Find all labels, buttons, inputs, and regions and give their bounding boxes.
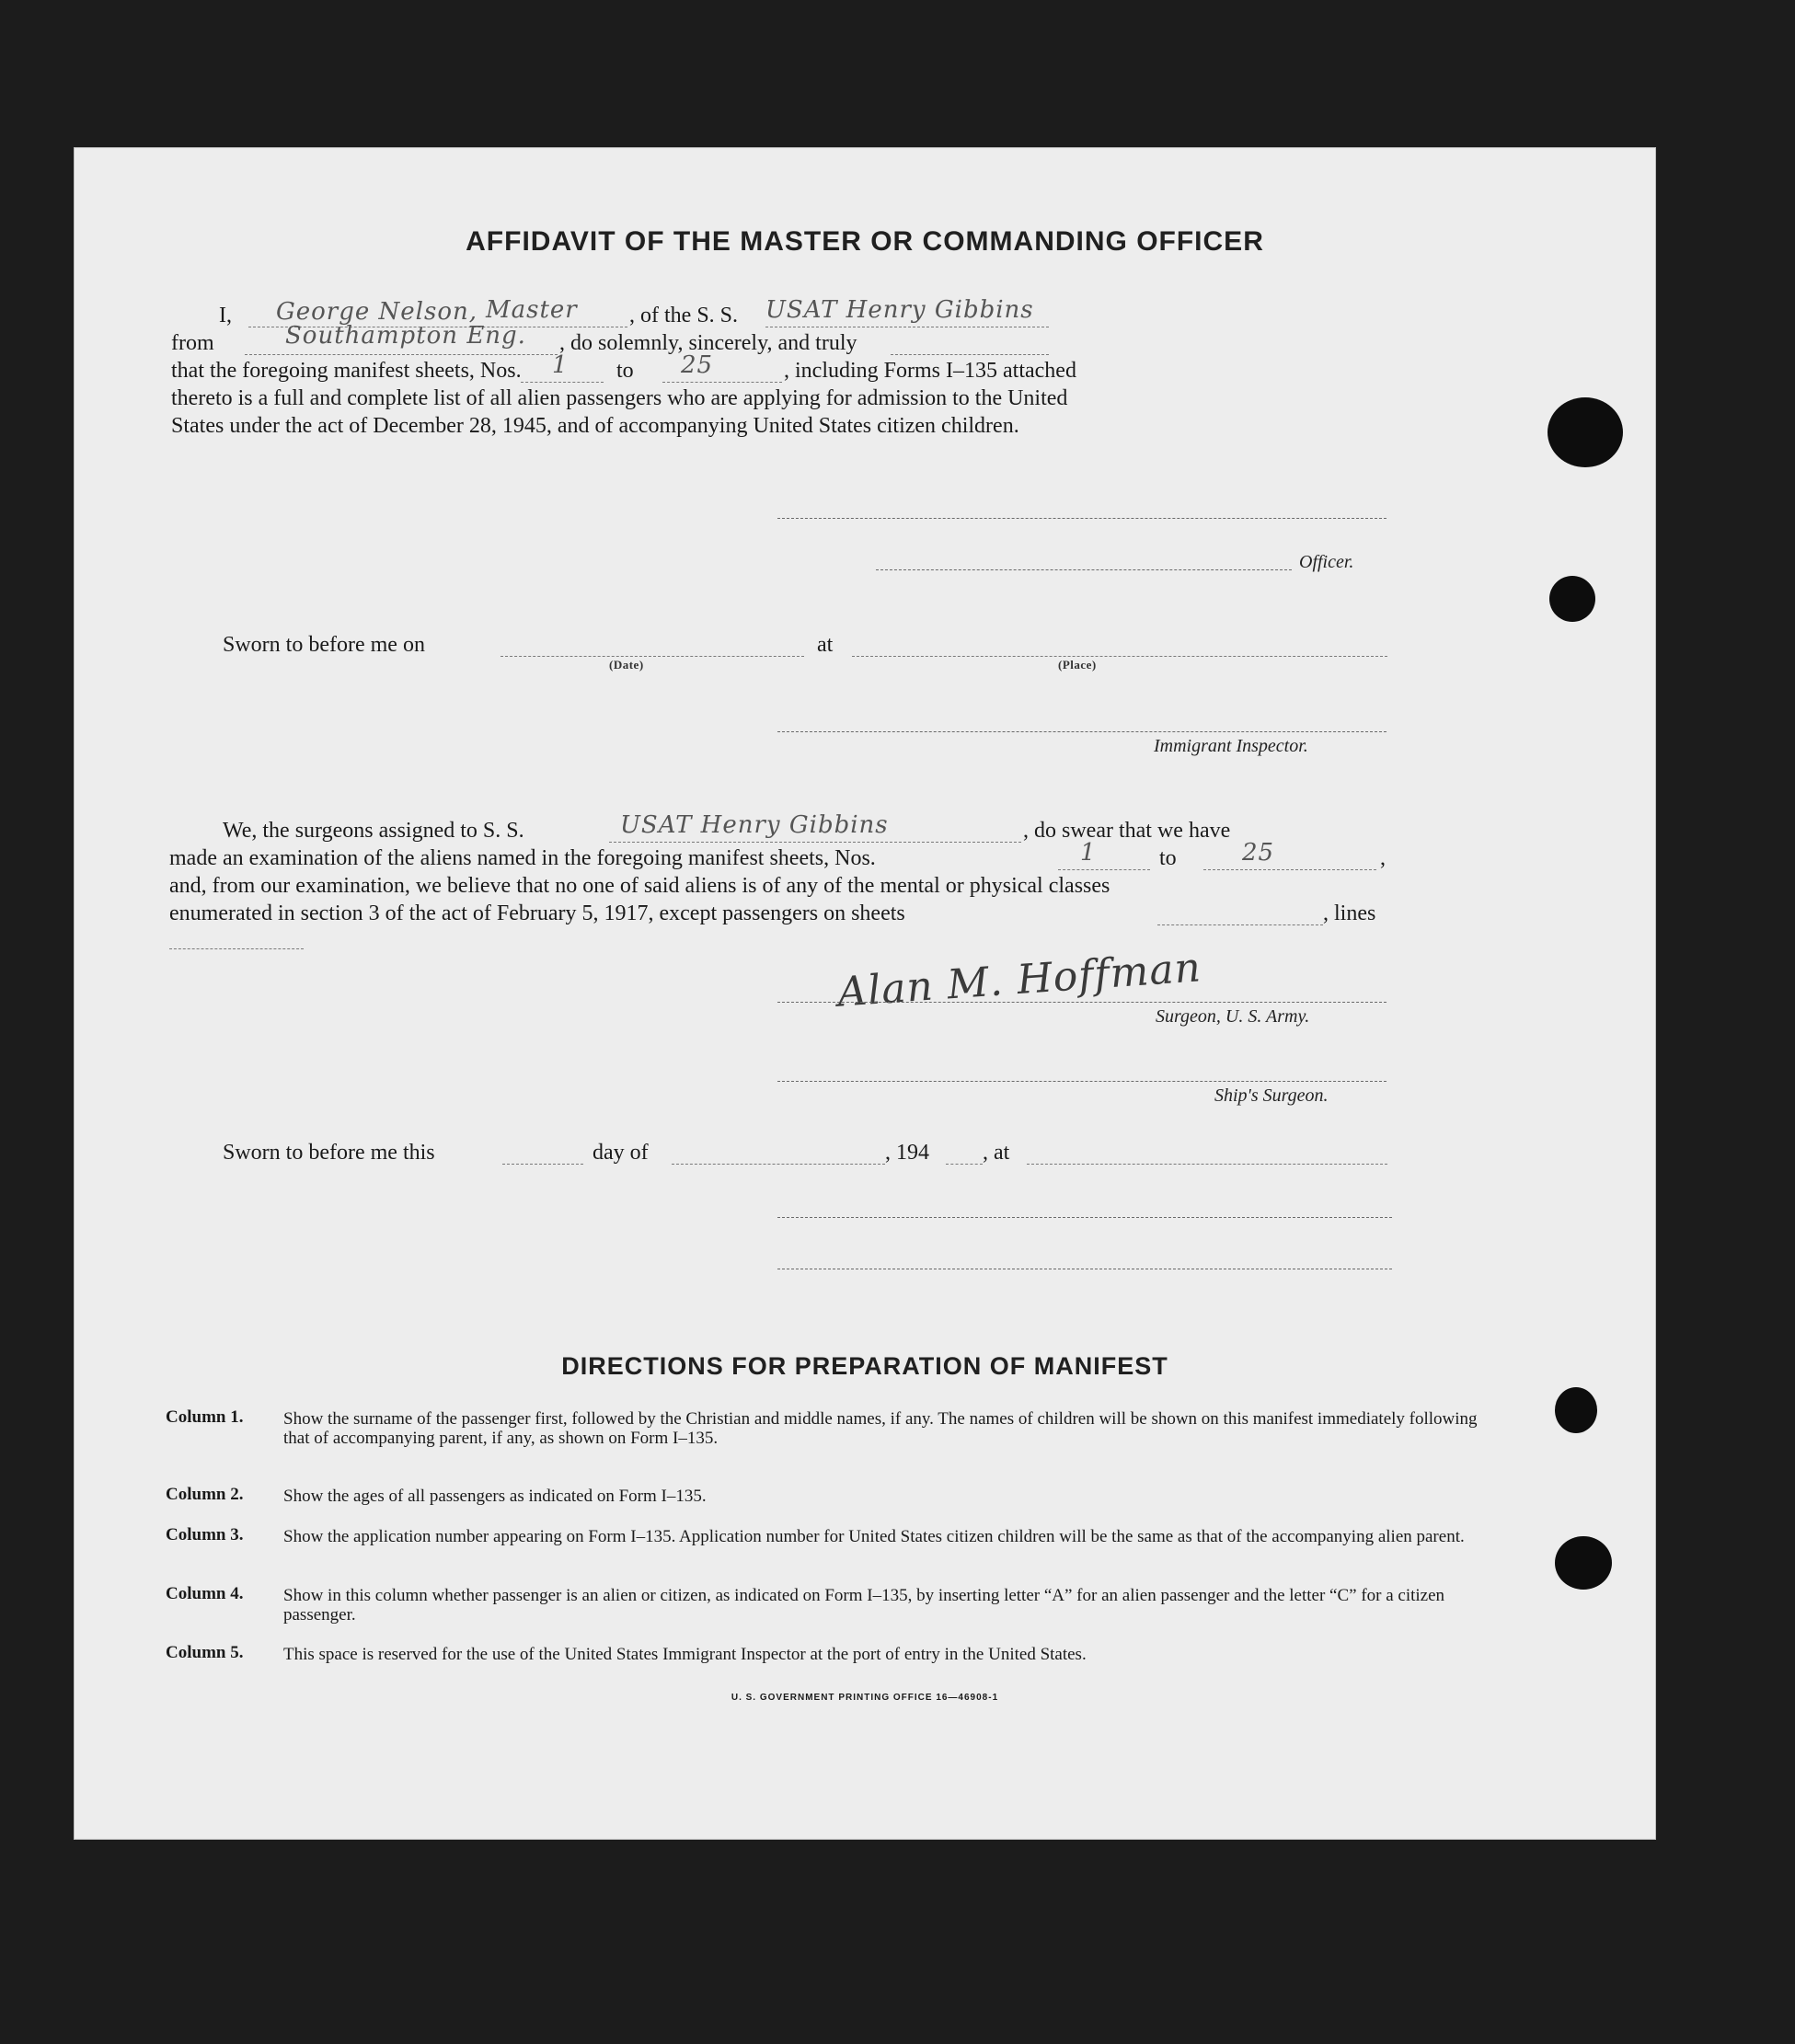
officer-label: Officer. (1299, 552, 1354, 572)
place-blank (852, 655, 1387, 657)
direction-label: Column 2. (166, 1485, 244, 1504)
direction-text: Show the application number appearing on Form I–135. Application number for United States citizen children will be the same as that of the accompanying alien parent. (283, 1527, 1465, 1546)
direction-label: Column 1. (166, 1407, 244, 1427)
affidavit-line-5: States under the act of December 28, 1945, and of accompanying United States citizen children. (171, 414, 1019, 438)
surgeons-line-3: and, from our examination, we believe that no one of said aliens is of any of the mental or physical classes (169, 874, 1110, 898)
place-caption: (Place) (1058, 658, 1097, 672)
affidavit-line-1: I, George Nelson, Master , of the S. S. USAT Henry Gibbins (74, 304, 1656, 331)
surgeons-nos-from: 1 (1080, 839, 1097, 867)
punch-hole (1555, 1387, 1597, 1433)
nos-from: 1 (552, 351, 569, 379)
surgeons-nos-to: 25 (1242, 839, 1275, 867)
affidavit-form (74, 147, 1656, 1840)
master-title: Master (486, 296, 578, 324)
affidavit-line-2: from Southampton Eng. , do solemnly, sincerely, and truly (74, 331, 1656, 359)
signature-line-2 (876, 568, 1292, 570)
printer-imprint: U. S. GOVERNMENT PRINTING OFFICE 16—46908-1 (731, 1693, 999, 1703)
port-blank (245, 353, 558, 355)
inspector-line (777, 730, 1387, 732)
direction-label: Column 3. (166, 1525, 244, 1544)
sworn-date-line: Sworn to before me on at (74, 633, 1656, 660)
affidavit-line-4: thereto is a full and complete list of all alien passengers who are applying for admission to the United (171, 386, 1068, 410)
punch-hole (1549, 576, 1595, 622)
ship-surgeon-line (777, 1080, 1387, 1082)
army-surgeon-label: Surgeon, U. S. Army. (1156, 1006, 1310, 1027)
nos-to: 25 (681, 351, 714, 379)
signature-line-1 (777, 517, 1387, 519)
punch-hole (1548, 397, 1623, 467)
directions-title: DIRECTIONS FOR PREPARATION OF MANIFEST (561, 1352, 1168, 1380)
affidavit-line-3: that the foregoing manifest sheets, Nos. 1 to 25 , including Forms I–135 attached (171, 351, 1076, 383)
surgeons-line-1: We, the surgeons assigned to S. S. USAT Henry Gibbins , do swear that we have (223, 811, 1231, 843)
swear-blank (891, 353, 1049, 355)
sworn-day-line: Sworn to before me this day of , 194 , at (74, 1141, 1656, 1168)
ship-blank (765, 326, 1049, 327)
date-blank (501, 655, 804, 657)
surgeon-signature: Alan M. Hoffman (835, 944, 1203, 1016)
master-name: George Nelson, (276, 298, 478, 326)
date-caption: (Date) (609, 658, 644, 672)
direction-text: Show the ages of all passengers as indicated on Form I–135. (283, 1487, 707, 1506)
surgeons-ship-name: USAT Henry Gibbins (620, 811, 889, 839)
ship-name: USAT Henry Gibbins (765, 296, 1034, 324)
ship-surgeon-label: Ship's Surgeon. (1214, 1085, 1329, 1106)
lines-blank (169, 947, 304, 949)
army-surgeon-line (777, 1001, 1387, 1003)
form-title: AFFIDAVIT OF THE MASTER OR COMMANDING OFFICER (466, 226, 1264, 257)
from-port: Southampton Eng. (285, 322, 526, 350)
inspector-label: Immigrant Inspector. (1154, 736, 1308, 756)
direction-text: Show the surname of the passenger first, followed by the Christian and middle names, if any. The names of children will be shown on this manifest immediately following that of accompanying parent, if any, as shown on Form I–135. (283, 1409, 1478, 1448)
direction-text: Show in this column whether passenger is an alien or citizen, as indicated on Form I–135, by inserting letter “A” for an alien passenger and the letter “C” for a citizen passenger. (283, 1586, 1445, 1625)
direction-label: Column 4. (166, 1584, 244, 1603)
surgeons-line-4: enumerated in section 3 of the act of February 5, 1917, except passengers on sheets , lines (169, 901, 1376, 925)
direction-label: Column 5. (166, 1643, 244, 1662)
surgeons-line-2: made an examination of the aliens named in the foregoing manifest sheets, Nos. 1 to 25 , (169, 839, 1386, 870)
direction-text: This space is reserved for the use of the United States Immigrant Inspector at the port of entry in the United States. (283, 1645, 1087, 1664)
punch-hole (1555, 1536, 1612, 1590)
